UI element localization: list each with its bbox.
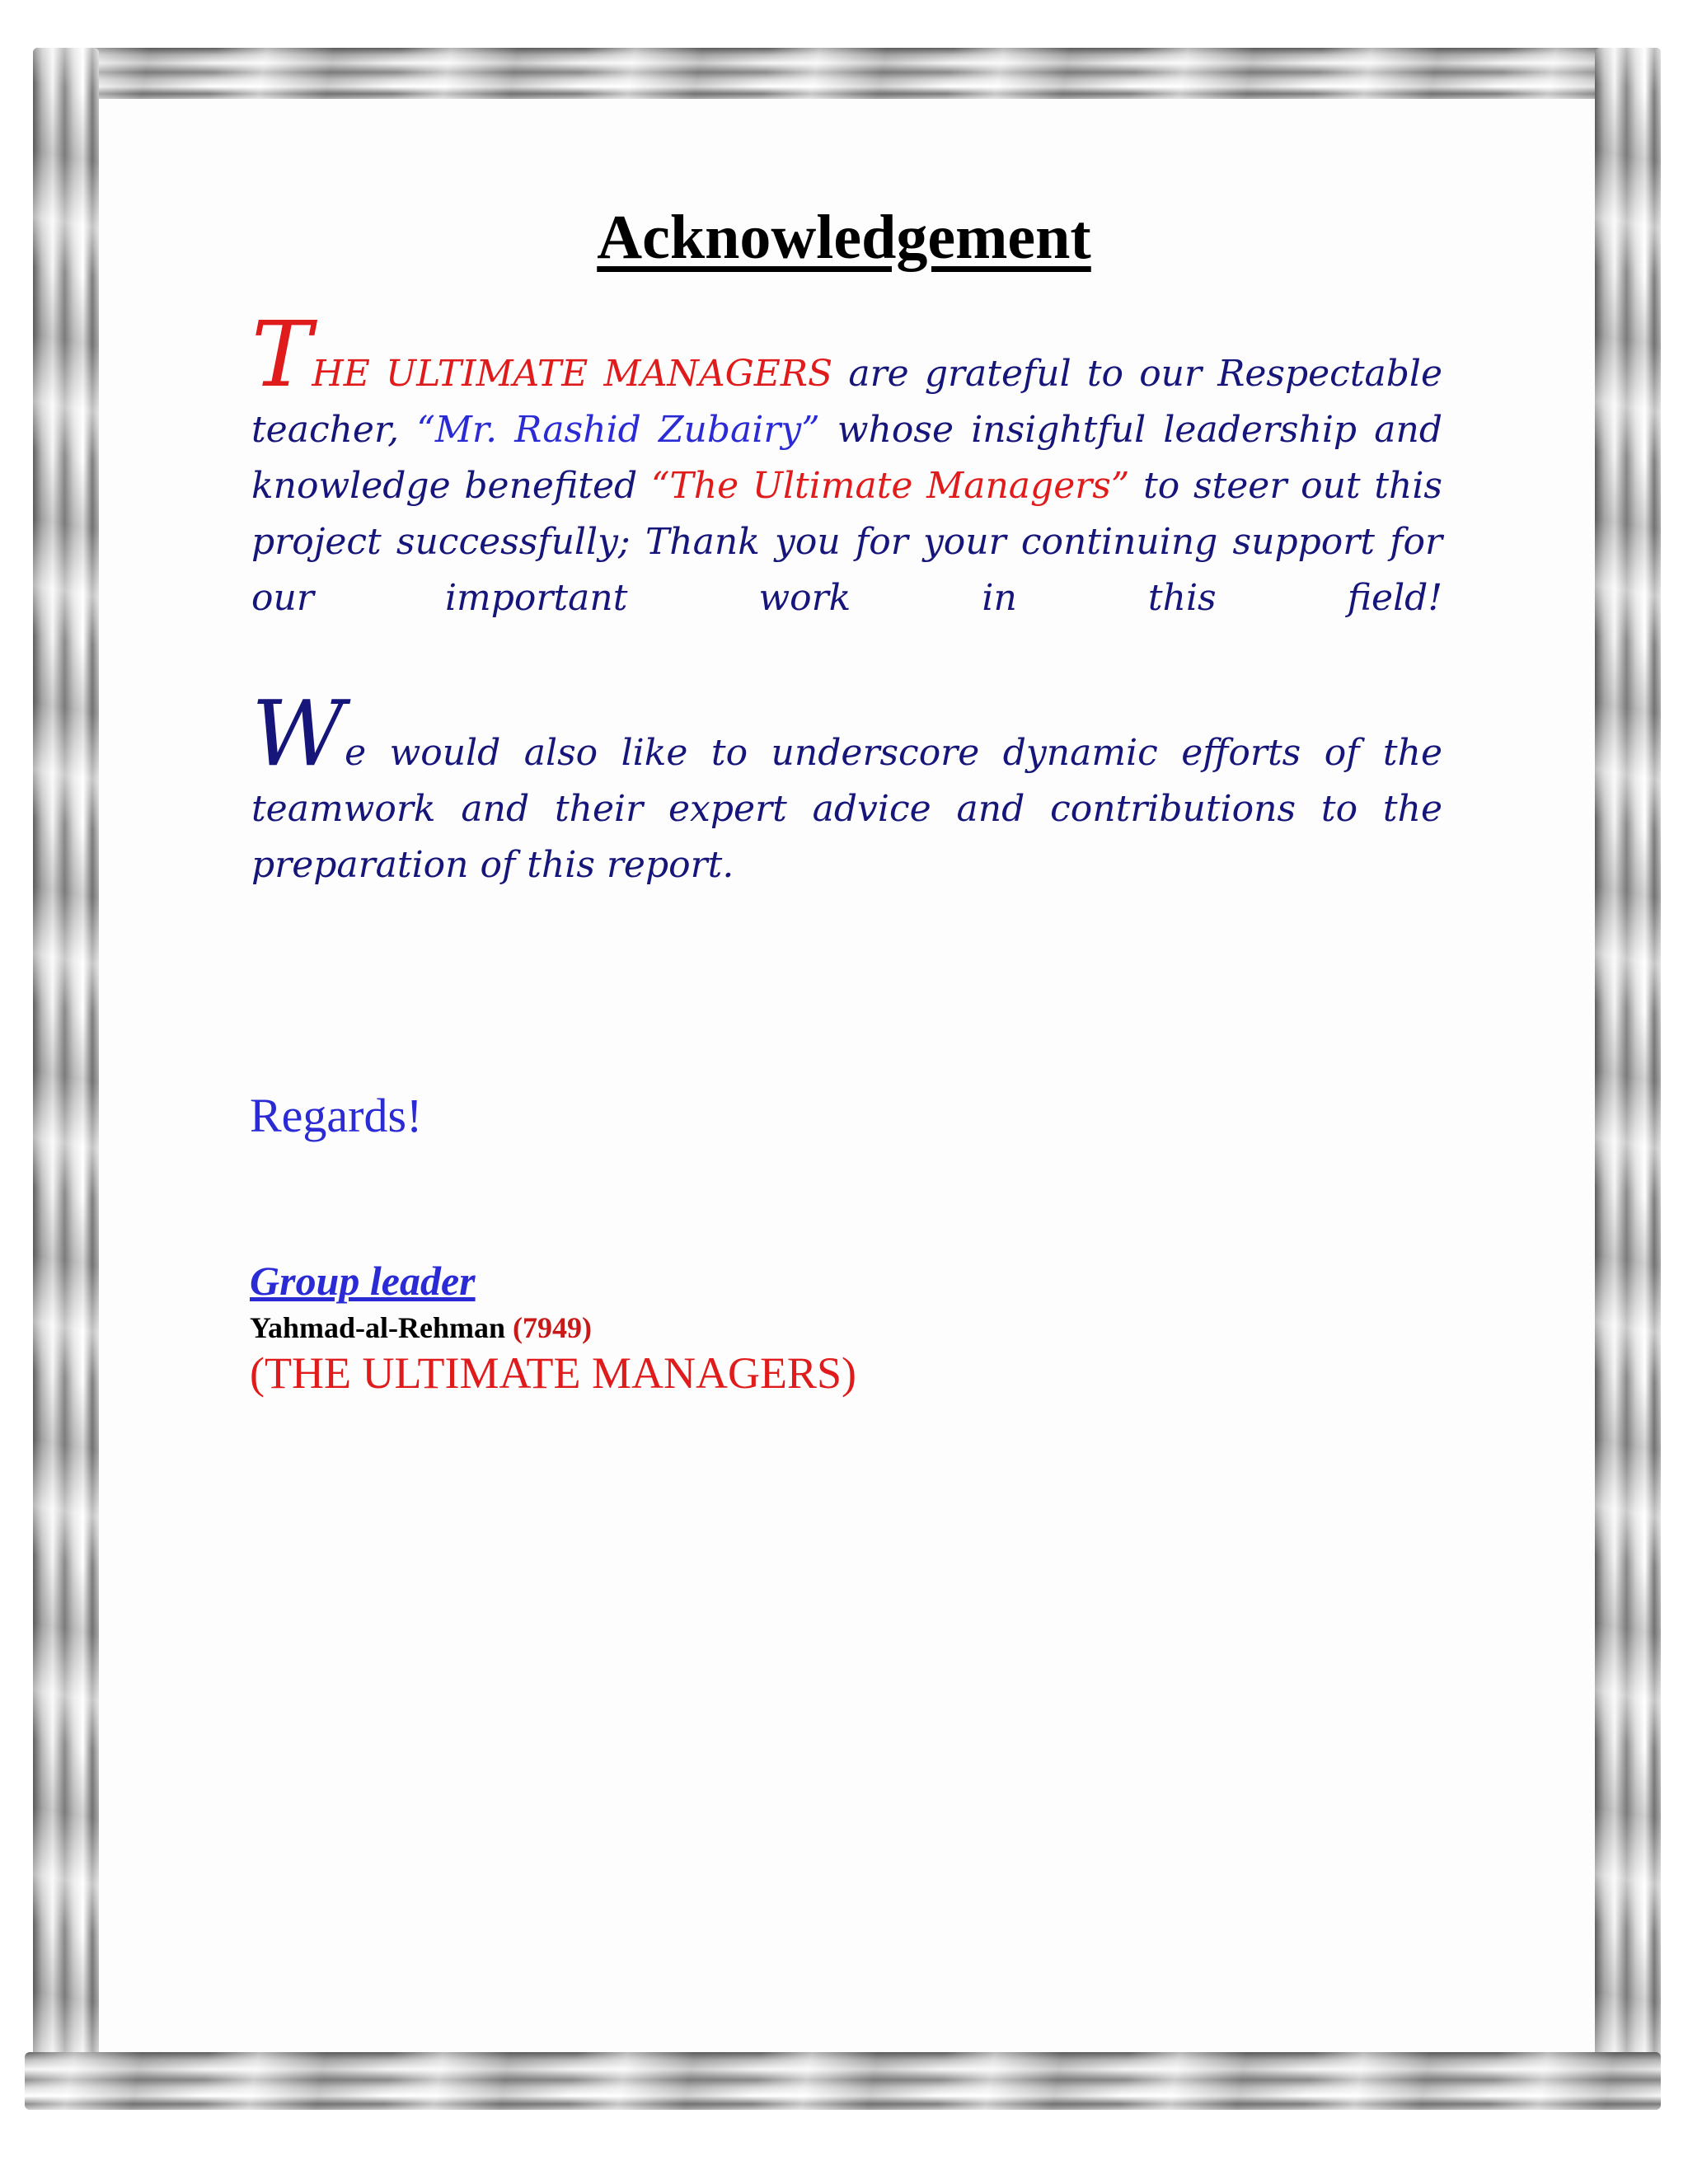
acknowledgement-paragraph-2 — [251, 681, 1442, 893]
group-leader-line — [250, 1310, 592, 1345]
frame-left-border — [33, 48, 99, 2108]
leader-name: Yahmad-al-Rehman — [250, 1311, 506, 1344]
frame-bottom-border — [25, 2052, 1661, 2110]
paragraph-text: whose insightful leadership and knowledge benefited — [251, 409, 1442, 507]
frame-right-border — [1595, 48, 1661, 2108]
leader-id: (7949) — [513, 1311, 593, 1344]
teacher-name: “Mr. Rashid Zubairy” — [416, 409, 820, 451]
paragraph-text: e would also like to underscore dynamic efforts of the teamwork and their expert advice and contributions to the preparation of this report. — [251, 732, 1442, 886]
acknowledgement-paragraph-1 — [251, 302, 1443, 626]
regards-text: Regards! — [250, 1089, 423, 1142]
frame-top-border — [33, 48, 1661, 99]
page-title: Acknowledgement — [597, 203, 1091, 272]
drop-cap-t: T — [251, 302, 312, 407]
team-name-quote: “The Ultimate Managers” — [650, 465, 1130, 507]
team-signature: (THE ULTIMATE MANAGERS) — [250, 1348, 856, 1398]
paragraph-text: are grateful to our Respectable teacher, — [251, 353, 1443, 451]
paragraph-text: to steer out this project successfully; Thank you for your continuing support for our important work in this field! — [251, 465, 1442, 619]
drop-cap-w: W — [251, 681, 345, 786]
group-leader-label: Group leader — [250, 1258, 476, 1304]
team-name-inline: HE ULTIMATE MANAGERS — [312, 353, 833, 395]
